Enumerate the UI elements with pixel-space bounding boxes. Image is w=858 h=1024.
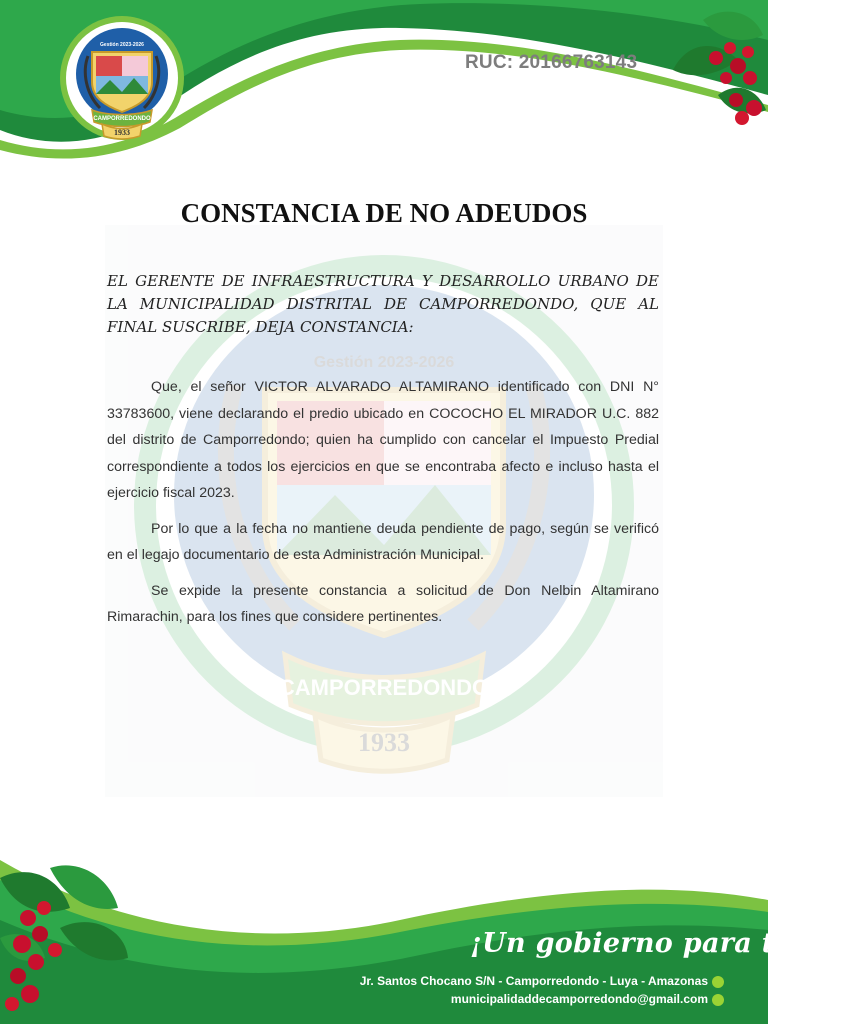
watermark-year: 1933 <box>358 728 410 757</box>
body-paragraph-3: Se expide la presente constancia a solicitud de Don Nelbin Altamirano Rimarachin, para los fines que considere pertinentes. <box>107 582 659 625</box>
logo-banner-text: CAMPORREDONDO <box>93 116 151 122</box>
watermark-banner-text: CAMPORREDONDO <box>278 675 490 700</box>
logo-year: 1933 <box>114 128 130 137</box>
watermark-top-text: Gestión 2023-2026 <box>313 354 455 371</box>
document-title: CONSTANCIA DE NO ADEUDOS <box>180 198 588 228</box>
footer-email: municipalidaddecamporredondo@gmail.com <box>450 992 708 1006</box>
logo-top-text: Gestión 2023-2026 <box>100 42 144 48</box>
body-paragraph-1: Que, el señor VICTOR ALVARADO ALTAMIRANO identificado con DNI N° 33783600, viene declarando el predio ubicado en COCOCHO EL MIRADOR U.C. 882 del distrito de Camporredondo; quien ha cumplido con cancelar el Impuesto Predial correspondiente a todos los ejercicios en que se encontraba afecto e incluso hasta el ejercicio fiscal 2023. <box>107 379 659 501</box>
footer-slogan: ¡Un gobierno para todos! <box>470 928 858 959</box>
coffee-berries-top-right <box>658 0 768 140</box>
coffee-berries-bottom-left <box>0 858 130 1018</box>
footer-address: Jr. Santos Chocano S/N - Camporredondo - Luya - Amazonas <box>359 974 708 988</box>
municipal-logo <box>58 12 186 148</box>
document-intro: EL GERENTE DE INFRAESTRUCTURA Y DESARROLLO URBANO DE LA MUNICIPALIDAD DISTRITAL DE CAMPORREDONDO, QUE AL FINAL SUSCRIBE, DEJA CONSTANCIA: <box>107 272 659 336</box>
document-body <box>107 374 659 640</box>
location-icon <box>712 976 724 988</box>
email-icon <box>712 994 724 1006</box>
body-paragraph-2: Por lo que a la fecha no mantiene deuda pendiente de pago, según se verificó en el legajo documentario de esta Administración Municipal. <box>107 520 659 563</box>
ruc-number: RUC: 20166763143 <box>465 52 638 73</box>
